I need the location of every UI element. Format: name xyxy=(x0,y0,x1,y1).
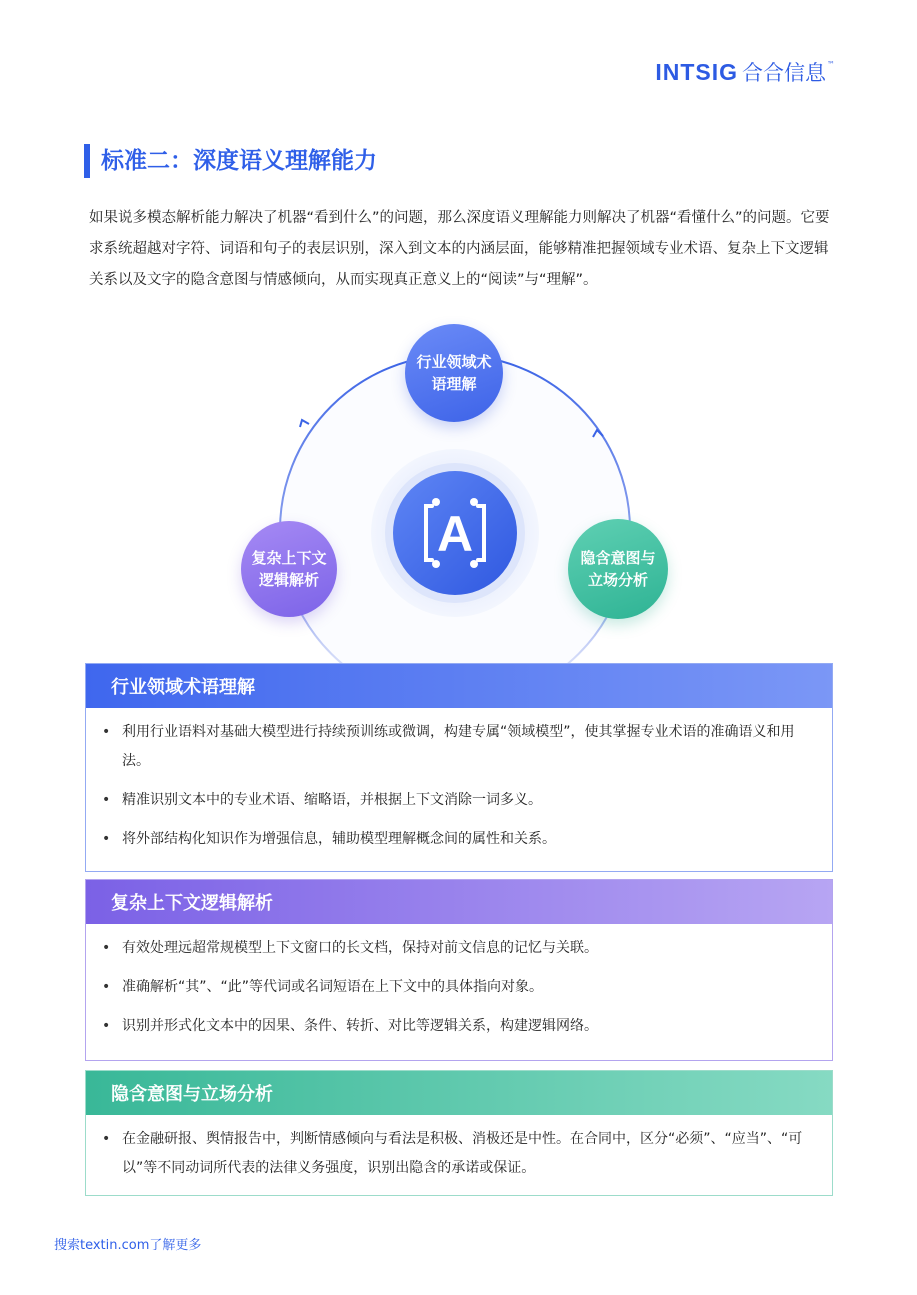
center-letter: A xyxy=(436,506,474,562)
node-label: 隐含意图与立场分析 xyxy=(580,549,656,589)
list-item: • 利用行业语料对基础大模型进行持续预训练或微调，构建专属“领域模型”，使其掌握专业术语的准确语义和用法。 xyxy=(102,718,810,776)
node-label: 复杂上下文逻辑解析 xyxy=(251,549,327,589)
intro-paragraph: 如果说多模态解析能力解决了机器“看到什么”的问题，那么深度语义理解能力则解决了机器“看懂什么”的问题。它要求系统超越对字符、词语和句子的表层识别，深入到文本的内涵层面，能够精准把握领域专业术语、复杂上下文逻辑关系以及文字的隐含意图与情感倾向，从而实现真正意义上的“阅读”与“理解”。 xyxy=(89,210,830,288)
intsig-logo xyxy=(655,57,835,87)
logo-text-en: INTSIG xyxy=(655,58,738,85)
list-item: • 识别并形式化文本中的因果、条件、转折、对比等逻辑关系，构建逻辑网络。 xyxy=(102,1012,810,1041)
list-item: • 精准识别文本中的专业术语、缩略语，并根据上下文消除一词多义。 xyxy=(102,786,810,815)
card-title: 复杂上下文逻辑解析 xyxy=(86,880,832,924)
list-item: • 准确解析“其”、“此”等代词或名词短语在上下文中的具体指向对象。 xyxy=(102,973,810,1002)
list-item: • 在金融研报、舆情报告中，判断情感倾向与看法是积极、消极还是中性。在合同中，区分“必须”、“应当”、“可以”等不同动词所代表的法律义务强度，识别出隐含的承诺或保证。 xyxy=(102,1125,810,1183)
node-context-logic xyxy=(241,521,337,617)
list-item: • 将外部结构化知识作为增强信息，辅助模型理解概念间的属性和关系。 xyxy=(102,825,810,854)
node-intent-stance xyxy=(568,519,668,619)
semantic-diagram xyxy=(0,300,917,672)
card-list xyxy=(86,708,832,872)
logo-trademark: ™ xyxy=(827,59,835,69)
footer-link[interactable]: 搜索textin.com了解更多 xyxy=(54,1238,202,1253)
arrow-left-icon xyxy=(300,420,309,427)
card-list xyxy=(86,1115,832,1201)
card-context-logic xyxy=(85,879,833,1061)
card-title: 隐含意图与立场分析 xyxy=(86,1071,832,1115)
node-label: 行业领域术语理解 xyxy=(416,353,492,393)
logo-text-cn: 合合信息 xyxy=(742,61,826,85)
node-domain-terms xyxy=(405,324,503,422)
section-title: 标准二：深度语义理解能力 xyxy=(101,148,377,174)
card-title: 行业领域术语理解 xyxy=(86,664,832,708)
card-list xyxy=(86,924,832,1059)
icon-dot-top-left xyxy=(432,498,440,506)
card-domain-terms xyxy=(85,663,833,872)
title-accent-bar xyxy=(84,144,90,178)
card-intent-stance xyxy=(85,1070,833,1196)
icon-dot-top-right xyxy=(470,498,478,506)
list-item: • 有效处理远超常规模型上下文窗口的长文档，保持对前文信息的记忆与关联。 xyxy=(102,934,810,963)
